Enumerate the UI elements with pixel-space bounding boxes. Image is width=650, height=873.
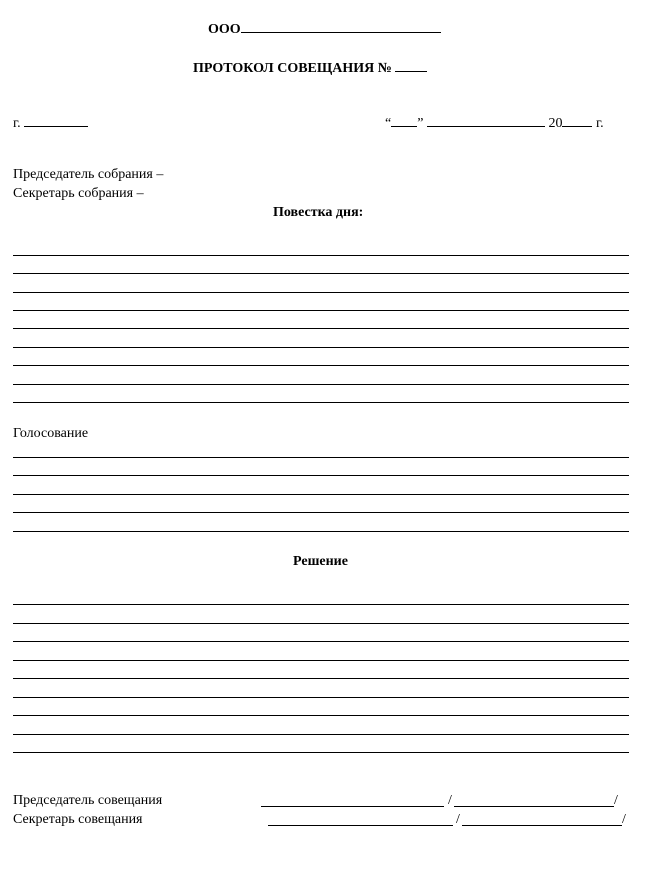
city-line [13,113,88,132]
decision-line[interactable] [13,678,629,679]
protocol-number-blank[interactable] [395,58,427,72]
voting-heading: Голосование [13,426,89,441]
decision-line[interactable] [13,752,629,753]
decision-heading: Решение [293,554,348,569]
year-blank[interactable] [562,113,592,127]
chairman-signature-blank[interactable] [261,806,444,807]
decision-line[interactable] [13,604,629,605]
chairman-meeting-label: Председатель совещания [13,793,163,808]
year-suffix: г. [595,116,604,131]
secretary-signature-blank[interactable] [268,825,453,826]
city-prefix: г. [13,116,21,131]
agenda-line[interactable] [13,384,629,385]
agenda-heading: Повестка дня: [273,205,364,220]
month-blank[interactable] [427,113,545,127]
secretary-name-blank[interactable] [462,825,622,826]
agenda-line[interactable] [13,292,629,293]
decision-line[interactable] [13,641,629,642]
close-quote: ” [417,116,424,131]
agenda-line[interactable] [13,273,629,274]
secretary-slash: / [456,812,460,827]
decision-line[interactable] [13,660,629,661]
decision-line[interactable] [13,734,629,735]
secretary-slash-end: / [622,812,626,827]
secretary-assembly: Секретарь собрания – [13,186,144,201]
document-title [193,58,427,77]
open-quote: “ [385,116,392,131]
voting-line[interactable] [13,512,629,513]
org-prefix: ООО [208,22,241,37]
year-prefix: 20 [548,116,563,131]
decision-line[interactable] [13,715,629,716]
agenda-line[interactable] [13,310,629,311]
agenda-line[interactable] [13,328,629,329]
decision-line[interactable] [13,623,629,624]
agenda-line[interactable] [13,365,629,366]
voting-line[interactable] [13,457,629,458]
chairman-slash: / [448,793,452,808]
secretary-meeting-label: Секретарь совещания [13,812,143,827]
voting-line[interactable] [13,531,629,532]
date-line [385,113,604,132]
voting-line[interactable] [13,494,629,495]
organization-line [208,19,441,38]
voting-line[interactable] [13,475,629,476]
day-blank[interactable] [391,113,417,127]
chairman-slash-end: / [614,793,618,808]
agenda-line[interactable] [13,347,629,348]
chairman-name-blank[interactable] [454,806,614,807]
decision-line[interactable] [13,697,629,698]
agenda-line[interactable] [13,402,629,403]
title-text: ПРОТОКОЛ СОВЕЩАНИЯ № [193,61,392,76]
chairman-assembly: Председатель собрания – [13,167,164,182]
agenda-line[interactable] [13,255,629,256]
city-blank[interactable] [24,113,88,127]
org-name-blank[interactable] [241,19,441,33]
